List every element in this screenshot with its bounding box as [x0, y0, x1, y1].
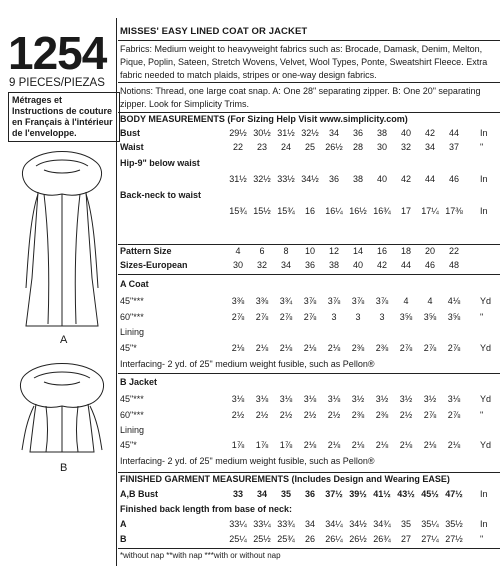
table-cell: 40 [376, 174, 387, 184]
view-a-label: A [60, 334, 68, 346]
table-cell: 26¾ [373, 534, 391, 544]
table-cell: 15½ [253, 206, 271, 216]
table-cell: 22 [448, 246, 459, 256]
table-cell: 3⅞ [351, 296, 365, 306]
unit-label: " [480, 312, 484, 322]
divider [118, 548, 500, 549]
table-cell: 3⅜ [255, 296, 269, 306]
table-cell: 22 [232, 142, 243, 152]
table-cell: 45½ [421, 489, 439, 499]
table-cell: 27 [400, 534, 411, 544]
table-cell: 2⅞ [231, 312, 245, 322]
row-label: Back-neck to waist [120, 190, 202, 200]
table-cell: 3 [331, 312, 337, 322]
table-cell: 1⅞ [279, 440, 293, 450]
table-cell: 2½ [231, 410, 245, 420]
coat-lining-label: Lining [120, 327, 145, 337]
table-cell: 30 [376, 142, 387, 152]
table-cell: 44 [424, 174, 435, 184]
table-cell: 35 [400, 519, 411, 529]
table-cell: 6 [259, 246, 265, 256]
table-cell: 24 [280, 142, 291, 152]
french-instructions-note: Métrages et Instructions de couture en Français à l'intérieur de l'enveloppe. [8, 92, 120, 142]
unit-label: Yd [480, 343, 492, 353]
body-measurements-heading: BODY MEASUREMENTS (For Sizing Help Visit www.simplicity.com) [120, 114, 408, 124]
table-cell: 38 [352, 174, 363, 184]
table-cell: 3½ [399, 394, 413, 404]
table-cell: 26½ [349, 534, 367, 544]
table-cell: 2⅛ [327, 343, 341, 353]
jacket-heading: B Jacket [120, 377, 158, 387]
table-cell: 25¾ [277, 534, 295, 544]
fabrics-text: Fabrics: Medium weight to heavyweight fabrics such as: Brocade, Damask, Denim, Melton, Pique, Poplin, Sateen, Stretch Wovens, Velvet, Wool Types, Ponte, Sweatshirt Fleece. Extra fabric needed to match plaids, stripes or one-way design fabrics. [120, 44, 488, 80]
table-cell: 35¼ [421, 519, 439, 529]
table-cell: 2⅛ [423, 440, 437, 450]
table-cell: 35 [280, 489, 291, 499]
jacket-b-illustration [14, 358, 110, 458]
divider [118, 472, 500, 473]
table-cell: 46 [448, 174, 459, 184]
table-cell: 32 [256, 260, 267, 270]
table-cell: 36 [304, 260, 315, 270]
table-cell: 16 [376, 246, 387, 256]
table-cell: 41½ [373, 489, 391, 499]
table-row [118, 519, 500, 533]
table-cell: 36 [304, 489, 315, 499]
table-cell: 25 [304, 142, 315, 152]
table-cell: 2⅞ [303, 312, 317, 322]
table-cell: 3⅜ [231, 296, 245, 306]
table-cell: 26¼ [325, 534, 343, 544]
table-cell: 4 [235, 246, 241, 256]
left-panel [0, 0, 118, 587]
table-cell: 32 [400, 142, 411, 152]
table-cell: 33¾ [277, 519, 295, 529]
row-label: Hip-9" below waist [120, 158, 200, 168]
table-cell: 35½ [445, 519, 463, 529]
table-cell: 33 [232, 489, 243, 499]
jacket-interfacing: Interfacing- 2 yd. of 25" medium weight fusible, such as Pellon® [120, 456, 375, 466]
table-row [118, 260, 500, 274]
table-cell: 3 [355, 312, 361, 322]
unit-label: In [480, 128, 488, 138]
table-cell: 3⅛ [255, 394, 269, 404]
table-cell: 30 [232, 260, 243, 270]
unit-label: " [480, 410, 484, 420]
table-cell: 31½ [229, 174, 247, 184]
table-cell: 3⅞ [327, 296, 341, 306]
table-cell: 3⅛ [279, 394, 293, 404]
table-cell: 12 [328, 246, 339, 256]
table-cell: 37½ [325, 489, 343, 499]
table-cell: 16¼ [325, 206, 343, 216]
table-cell: 2⅜ [351, 410, 365, 420]
table-cell: 15¾ [229, 206, 247, 216]
table-row [118, 343, 500, 357]
table-row [118, 410, 500, 424]
table-cell: 2½ [303, 410, 317, 420]
table-cell: 34¾ [373, 519, 391, 529]
pieces-count: 9 PIECES/PIEZAS [9, 77, 105, 89]
table-cell: 34 [304, 519, 315, 529]
table-cell: 1⅞ [231, 440, 245, 450]
table-cell: 44 [400, 260, 411, 270]
table-cell: 33¼ [253, 519, 271, 529]
table-cell: 3⅛ [327, 394, 341, 404]
table-cell: 10 [304, 246, 315, 256]
table-cell: 36 [352, 128, 363, 138]
table-row [118, 534, 500, 548]
table-cell: 42 [424, 128, 435, 138]
coat-interfacing: Interfacing- 2 yd. of 25" medium weight fusible, such as Pellon® [120, 359, 375, 369]
table-cell: 3⅝ [423, 312, 437, 322]
table-cell: 3½ [423, 394, 437, 404]
table-cell: 2⅛ [279, 343, 293, 353]
table-cell: 31½ [277, 128, 295, 138]
notions-text: Notions: Thread, one large coat snap. A: One 28" separating zipper. B: One 20" separating zipper. Look for Simplicity Trims. [120, 86, 481, 109]
jacket-lining-label: Lining [120, 425, 145, 435]
table-cell: 34½ [349, 519, 367, 529]
table-row [118, 206, 500, 220]
table-cell: 3⅝ [447, 312, 461, 322]
row-label: 60"*** [120, 410, 144, 420]
table-cell: 4 [403, 296, 409, 306]
divider [118, 40, 500, 41]
table-cell: 29½ [229, 128, 247, 138]
table-cell: 3½ [375, 394, 389, 404]
table-cell: 44 [448, 128, 459, 138]
table-cell: 40 [352, 260, 363, 270]
unit-label: In [480, 206, 488, 216]
table-cell: 3¾ [279, 296, 293, 306]
vertical-divider [116, 18, 117, 566]
table-cell: 3⅛ [231, 394, 245, 404]
row-label: 45"*** [120, 394, 144, 404]
unit-label: In [480, 519, 488, 529]
divider [118, 112, 500, 113]
table-row [118, 128, 500, 142]
table-cell: 2½ [399, 410, 413, 420]
table-cell: 14 [352, 246, 363, 256]
coat-heading: A Coat [120, 279, 149, 289]
table-row [118, 394, 500, 408]
table-cell: 3⅞ [375, 296, 389, 306]
table-cell: 17⅜ [445, 206, 463, 216]
table-cell: 2⅞ [447, 410, 461, 420]
table-cell: 2⅜ [375, 343, 389, 353]
table-cell: 33¼ [229, 519, 247, 529]
table-cell: 3⅞ [303, 296, 317, 306]
footnote: *without nap **with nap ***with or without nap [120, 551, 281, 560]
table-cell: 25¼ [229, 534, 247, 544]
table-cell: 32½ [301, 128, 319, 138]
row-label: 60"*** [120, 312, 144, 322]
table-cell: 2⅞ [255, 312, 269, 322]
divider [118, 274, 500, 275]
pattern-number: 1254 [8, 27, 107, 79]
table-cell: 15¾ [277, 206, 295, 216]
table-cell: 34 [280, 260, 291, 270]
table-cell: 34¼ [325, 519, 343, 529]
table-cell: 2⅞ [399, 343, 413, 353]
table-cell: 2⅞ [279, 312, 293, 322]
table-cell: 26 [304, 534, 315, 544]
row-label: 45"* [120, 440, 137, 450]
row-label: Pattern Size [120, 246, 172, 256]
table-cell: 2⅛ [303, 440, 317, 450]
divider [118, 82, 500, 83]
table-row [118, 246, 500, 260]
divider [118, 373, 500, 374]
view-b-label: B [60, 462, 68, 474]
table-cell: 8 [283, 246, 289, 256]
table-cell: 16 [304, 206, 315, 216]
coat-a-illustration [14, 148, 110, 338]
table-cell: 34½ [301, 174, 319, 184]
table-cell: 2⅛ [255, 343, 269, 353]
table-cell: 42 [376, 260, 387, 270]
table-cell: 20 [424, 246, 435, 256]
table-cell: 2⅛ [375, 440, 389, 450]
table-cell: 28 [352, 142, 363, 152]
table-cell: 2⅛ [399, 440, 413, 450]
unit-label: Yd [480, 394, 492, 404]
row-label: Waist [120, 142, 144, 152]
table-cell: 1⅞ [255, 440, 269, 450]
table-cell: 38 [328, 260, 339, 270]
table-cell: 16½ [349, 206, 367, 216]
table-cell: 18 [400, 246, 411, 256]
finished-back-length-label: Finished back length from base of neck: [120, 504, 293, 514]
table-row [118, 142, 500, 156]
table-cell: 2⅞ [447, 343, 461, 353]
table-cell: 3⅛ [447, 394, 461, 404]
pattern-title: MISSES' EASY LINED COAT OR JACKET [120, 26, 308, 37]
finished-measurements-heading: FINISHED GARMENT MEASUREMENTS (Includes Design and Wearing EASE) [120, 474, 450, 484]
table-cell: 17 [400, 206, 411, 216]
table-cell: 2½ [279, 410, 293, 420]
table-cell: 32½ [253, 174, 271, 184]
table-cell: 16¾ [373, 206, 391, 216]
table-cell: 3 [379, 312, 385, 322]
row-label: A [120, 519, 127, 529]
table-cell: 17¼ [421, 206, 439, 216]
table-cell: 2⅛ [351, 440, 365, 450]
row-label: B [120, 534, 127, 544]
row-label: Sizes-European [120, 260, 188, 270]
divider [118, 244, 500, 245]
table-cell: 4⅛ [447, 296, 461, 306]
table-row [118, 440, 500, 454]
table-cell: 37 [448, 142, 459, 152]
unit-label: " [480, 142, 484, 152]
table-cell: 3⅛ [303, 394, 317, 404]
table-row [118, 489, 500, 503]
table-cell: 42 [400, 174, 411, 184]
row-label: 45"* [120, 343, 137, 353]
table-cell: 38 [376, 128, 387, 138]
unit-label: In [480, 174, 488, 184]
table-cell: 4 [427, 296, 433, 306]
table-cell: 23 [256, 142, 267, 152]
table-cell: 39½ [349, 489, 367, 499]
table-cell: 26½ [325, 142, 343, 152]
table-cell: 25½ [253, 534, 271, 544]
table-cell: 34 [256, 489, 267, 499]
table-cell: 46 [424, 260, 435, 270]
table-cell: 2⅜ [375, 410, 389, 420]
table-cell: 2⅛ [303, 343, 317, 353]
unit-label: Yd [480, 296, 492, 306]
table-row [118, 312, 500, 326]
table-cell: 36 [328, 174, 339, 184]
table-cell: 2⅛ [327, 440, 341, 450]
unit-label: In [480, 489, 488, 499]
table-cell: 2⅛ [447, 440, 461, 450]
table-cell: 40 [400, 128, 411, 138]
table-cell: 27½ [445, 534, 463, 544]
table-cell: 3⅝ [399, 312, 413, 322]
table-cell: 34 [424, 142, 435, 152]
table-cell: 2⅜ [351, 343, 365, 353]
table-cell: 43½ [397, 489, 415, 499]
row-label: A,B Bust [120, 489, 158, 499]
table-cell: 33½ [277, 174, 295, 184]
unit-label: " [480, 534, 484, 544]
unit-label: Yd [480, 440, 492, 450]
table-row [118, 158, 500, 172]
table-row [118, 174, 500, 188]
table-cell: 48 [448, 260, 459, 270]
table-cell: 2½ [327, 410, 341, 420]
table-cell: 2⅞ [423, 343, 437, 353]
row-label: Bust [120, 128, 140, 138]
table-cell: 47½ [445, 489, 463, 499]
table-cell: 2½ [255, 410, 269, 420]
table-cell: 34 [328, 128, 339, 138]
row-label: 45"*** [120, 296, 144, 306]
table-row [118, 296, 500, 310]
table-cell: 30½ [253, 128, 271, 138]
table-cell: 3½ [351, 394, 365, 404]
table-cell: 2⅞ [423, 410, 437, 420]
table-cell: 27¼ [421, 534, 439, 544]
table-cell: 2⅛ [231, 343, 245, 353]
table-row [118, 190, 500, 204]
